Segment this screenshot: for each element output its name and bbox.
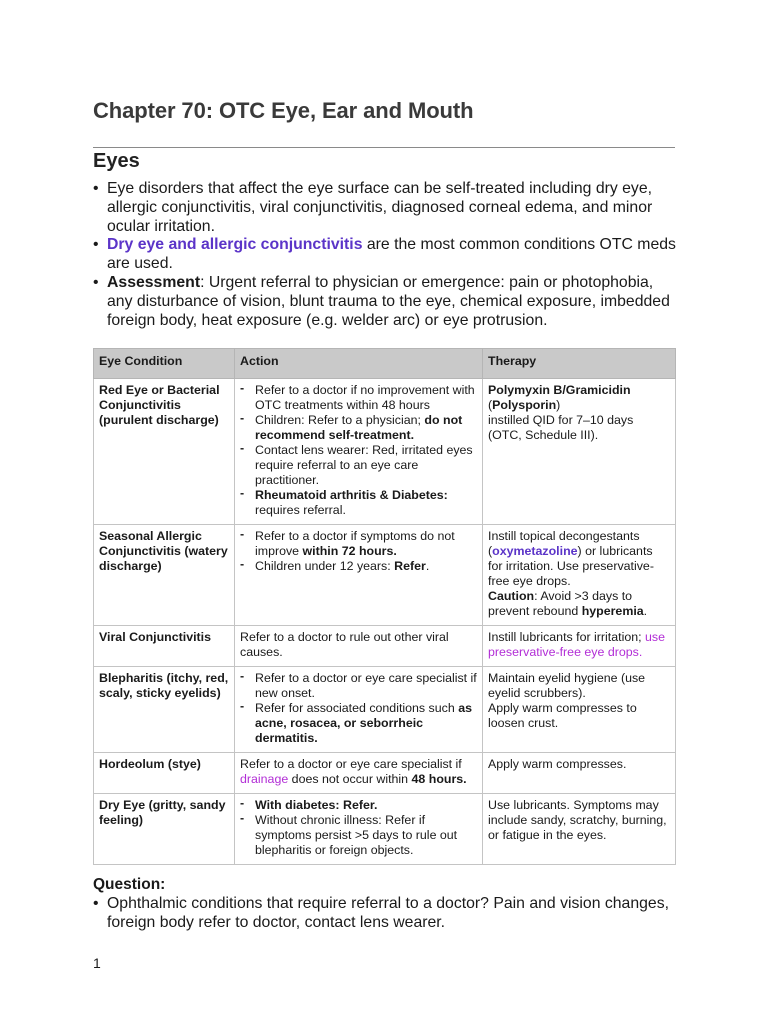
dash-glyph: - (240, 669, 245, 683)
condition-cell: Red Eye or Bacterial Conjunctivitis (purulent discharge) (94, 379, 235, 525)
action-text: Refer to a doctor or eye care specialist if (240, 757, 462, 771)
table-row (94, 667, 676, 753)
question-list (93, 894, 678, 932)
dash-glyph: - (240, 411, 245, 425)
table-header-row (94, 349, 676, 379)
bullet-glyph: • (93, 895, 99, 912)
condition-cell: Viral Conjunctivitis (94, 626, 235, 667)
action-cell: Refer to a doctor to rule out other viral causes. (235, 626, 483, 667)
therapy-cell (483, 667, 676, 753)
action-text: does not occur within (288, 772, 412, 786)
table-row (94, 525, 676, 626)
dash-glyph: - (240, 527, 245, 541)
assessment-label: Assessment (107, 273, 201, 291)
table-row (94, 753, 676, 794)
action-item (240, 529, 477, 559)
bullet-glyph: • (93, 236, 99, 254)
therapy-cell: Apply warm compresses. (483, 753, 676, 794)
page-title: Chapter 70: OTC Eye, Ear and Mouth (93, 98, 474, 123)
bullet-text: are the most common conditions OTC meds are used. (107, 236, 676, 273)
question-item (93, 894, 678, 932)
action-text: Refer to a doctor if no improvement with OTC treatments within 48 hours (255, 383, 475, 412)
action-item (240, 798, 477, 813)
caution-label: Caution (488, 589, 535, 603)
column-header: Therapy (483, 349, 676, 379)
therapy-cell (483, 525, 676, 626)
dash-glyph: - (240, 699, 245, 713)
therapy-text: Maintain eyelid hygiene (use eyelid scrubbers). (488, 671, 646, 700)
action-text: requires referral. (255, 503, 346, 517)
action-item (240, 443, 477, 488)
dash-glyph: - (240, 381, 245, 395)
therapy-drug: Polymyxin B/Gramicidin (488, 383, 631, 397)
condition-cell: Hordeolum (stye) (94, 753, 235, 794)
bullet-glyph: • (93, 180, 99, 197)
dash-glyph: - (240, 811, 245, 825)
table-row (94, 626, 676, 667)
therapy-text: Apply warm compresses to loosen crust. (488, 701, 637, 730)
action-emphasis: Rheumatoid arthritis & Diabetes: (255, 488, 448, 502)
bullet-text: Eye disorders that affect the eye surface can be self-treated including dry eye, allergic conjunctivitis, viral conjunctivitis, diagnosed corneal edema, and minor ocular irritation. (107, 180, 653, 235)
column-header: Eye Condition (94, 349, 235, 379)
action-item (240, 559, 477, 574)
action-item (240, 701, 477, 746)
action-emphasis: as acne, rosacea, or seborrheic dermatitis. (255, 701, 472, 745)
dash-glyph: - (240, 486, 245, 500)
therapy-link[interactable]: use preservative-free eye drops. (488, 630, 665, 659)
column-header: Action (235, 349, 483, 379)
dash-glyph: - (240, 796, 245, 810)
table-row (94, 379, 676, 525)
condition-cell: Seasonal Allergic Conjunctivitis (watery discharge) (94, 525, 235, 626)
action-text: Children under 12 years: (255, 559, 395, 573)
action-cell (235, 753, 483, 794)
action-text: Refer to a doctor or eye care specialist if new onset. (255, 671, 477, 700)
bullet-item (93, 236, 678, 274)
action-emphasis: within 72 hours. (302, 544, 397, 558)
therapy-text: : Avoid >3 days to prevent rebound (488, 589, 633, 618)
page-number: 1 (93, 955, 101, 971)
action-cell (235, 525, 483, 626)
action-emphasis: Refer (394, 559, 426, 573)
action-link[interactable]: drainage (240, 772, 289, 786)
action-emphasis: 48 hours. (411, 772, 467, 786)
action-list (240, 383, 477, 518)
dash-glyph: - (240, 441, 245, 455)
therapy-text: Instill topical decongestants ( (488, 529, 640, 558)
action-emphasis: do not recommend self-treatment. (255, 413, 463, 442)
action-item (240, 383, 477, 413)
action-text: . (425, 559, 430, 573)
intro-bullet-list (93, 180, 678, 330)
highlight-link[interactable]: Dry eye and allergic conjunctivitis (107, 236, 363, 254)
action-cell (235, 379, 483, 525)
bullet-glyph: • (93, 273, 99, 291)
eye-condition-table (93, 348, 676, 865)
action-cell (235, 794, 483, 865)
question-text: Ophthalmic conditions that require referral to a doctor? Pain and vision changes, foreign body refer to doctor, contact lens wearer. (107, 895, 669, 931)
therapy-cell (483, 626, 676, 667)
table-row (94, 794, 676, 865)
action-list (240, 798, 477, 858)
title-divider (93, 147, 675, 148)
action-cell (235, 667, 483, 753)
action-text: Children: Refer to a physician; (255, 413, 425, 427)
therapy-brand: Polysporin (492, 398, 557, 412)
therapy-cell: Use lubricants. Symptoms may include sandy, scratchy, burning, or fatigue in the eyes. (483, 794, 676, 865)
condition-cell: Blepharitis (itchy, red, scaly, sticky eyelids) (94, 667, 235, 753)
action-item (240, 413, 477, 443)
action-item (240, 671, 477, 701)
action-item (240, 813, 477, 858)
therapy-text: ) or lubricants for irritation. Use preservative-free eye drops. (488, 544, 654, 588)
therapy-link[interactable]: oxymetazoline (492, 544, 578, 558)
dash-glyph: - (240, 557, 245, 571)
therapy-emphasis: hyperemia (581, 604, 644, 618)
therapy-text: . (643, 604, 648, 618)
therapy-text: ) (556, 398, 561, 412)
action-list (240, 671, 477, 746)
bullet-item (93, 274, 678, 330)
section-heading: Eyes (93, 150, 140, 172)
action-text: Refer to a doctor if symptoms do not improve (255, 529, 455, 558)
bullet-text: : Urgent referral to physician or emergence: pain or photophobia, any disturbance of vision, blunt trauma to the eye, chemical exposure, imbedded foreign body, heat exposure (e.g. welder arc) or eye protrusion. (107, 273, 670, 329)
question-label: Question: (93, 876, 166, 893)
bullet-item (93, 180, 678, 236)
action-text: Contact lens wearer: Red, irritated eyes require referral to an eye care practitioner. (255, 443, 473, 487)
action-item (240, 488, 477, 518)
condition-cell: Dry Eye (gritty, sandy feeling) (94, 794, 235, 865)
action-emphasis: With diabetes: Refer. (255, 798, 378, 812)
therapy-text: Instill lubricants for irritation; (488, 630, 646, 644)
action-list (240, 529, 477, 574)
therapy-text: instilled QID for 7–10 days (OTC, Schedule III). (488, 413, 634, 442)
therapy-text: ( (488, 398, 493, 412)
action-text: Without chronic illness: Refer if symptoms persist >5 days to rule out blepharitis or foreign objects. (255, 813, 458, 857)
therapy-cell (483, 379, 676, 525)
action-text: Refer for associated conditions such (255, 701, 459, 715)
